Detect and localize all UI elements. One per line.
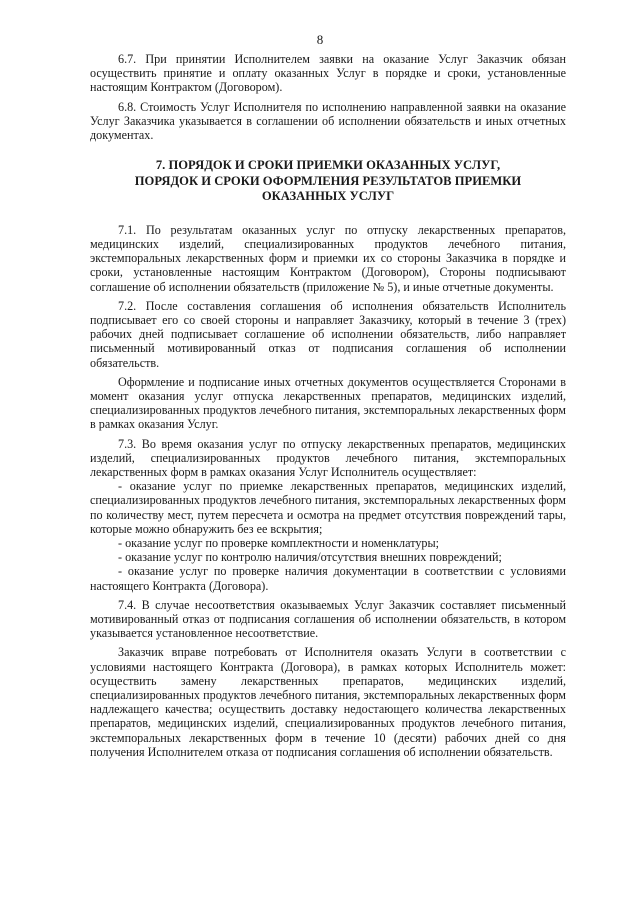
paragraph-7-2: 7.2. После составления соглашения об исполнения обязательств Исполнитель подписывает его со своей стороны и направляет Заказчику, который в течение 3 (трех) рабочих дней подписывает соглашение об исполнении обязательств, либо направляет письменный мотивированный отказ от подписания соглашения об исполнении обязательств. — [90, 298, 566, 370]
paragraph-6-8: 6.8. Стоимость Услуг Исполнителя по исполнению направленной заявки на оказание Услуг Заказчика указывается в соглашении об исполнении обязательств и иных отчетных документах. — [90, 99, 566, 143]
document-body — [90, 52, 566, 764]
section-title-line: ОКАЗАННЫХ УСЛУГ — [261, 189, 395, 204]
paragraph-6-7: 6.7. При принятии Исполнителем заявки на оказание Услуг Заказчик обязан осуществить принятие и оплату оказанных Услуг в порядке и сроки, установленные настоящим Контрактом (Договором). — [90, 52, 566, 95]
list-item: - оказание услуг по проверке наличия документации в соответствии с условиями настоящего Контракта (Договора). — [90, 564, 566, 593]
section-7-title — [90, 158, 566, 205]
list-item: - оказание услуг по контролю наличия/отсутствия внешних повреждений; — [118, 550, 502, 565]
list-item: - оказание услуг по приемке лекарственных препаратов, медицинских изделий, специализированных продуктов лечебного питания, экстемпоральных лекарственных форм по количеству мест, путем пересчета и осмотра на предмет отсутствия повреждений тары, которые можно обнаружить без ее вскрытия; — [90, 479, 566, 536]
list-item: - оказание услуг по проверке комплектности и номенклатуры; — [118, 535, 440, 550]
paragraph-other-documents: Оформление и подписание иных отчетных документов осуществляется Сторонами в момент оказания услуг отпуска лекарственных препаратов, медицинских изделий, специализированных продуктов лечебного питания, экстемпоральных лекарственных форм в рамках оказания Услуг. — [90, 374, 566, 432]
paragraph-7-1: 7.1. По результатам оказанных услуг по отпуску лекарственных препаратов, медицинских изделий, специализированных продуктов лечебного питания, экстемпоральных лекарственных форм и приемки их со стороны Заказчика в порядке и сроки, установленные настоящим Контрактом (Договором), Стороны подписывают соглашение об исполнении обязательств (приложение № 5), и иные отчетные документы. — [90, 222, 566, 294]
page-number: 8 — [316, 32, 324, 47]
paragraph-7-4: 7.4. В случае несоответствия оказываемых Услуг Заказчик составляет письменный мотивированный отказ от подписания соглашения об исполнении обязательств, в котором указывается установленное несоответствие. — [90, 597, 566, 641]
section-title-line: 7. ПОРЯДОК И СРОКИ ПРИЕМКИ ОКАЗАННЫХ УСЛУГ, — [155, 158, 501, 173]
paragraph-7-3: 7.3. Во время оказания услуг по отпуску лекарственных препаратов, медицинских изделий, специализированных продуктов лечебного питания, экстемпоральных лекарственных форм в рамках оказания Услуг Исполнитель осуществляет: — [90, 436, 566, 479]
paragraph-customer-rights: Заказчик вправе потребовать от Исполнителя оказать Услуги в соответствии с условиями настоящего Контракта (Договора), в рамках которых Исполнитель может: осуществить замену лекарственных препаратов, медицинских изделий, специализированных продуктов лечебного питания, экстемпоральных лекарственных форм надлежащего качества; осуществить доставку недостающего количества лекарственных препаратов, медицинских изделий, специализированных продуктов лечебного питания, экстемпоральных лекарственных форм в течение 10 (десяти) рабочих дней со дня получения Исполнителем отказа от подписания соглашения об исполнении обязательств. — [90, 645, 566, 759]
section-title-line: ПОРЯДОК И СРОКИ ОФОРМЛЕНИЯ РЕЗУЛЬТАТОВ ПРИЕМКИ — [134, 173, 522, 188]
